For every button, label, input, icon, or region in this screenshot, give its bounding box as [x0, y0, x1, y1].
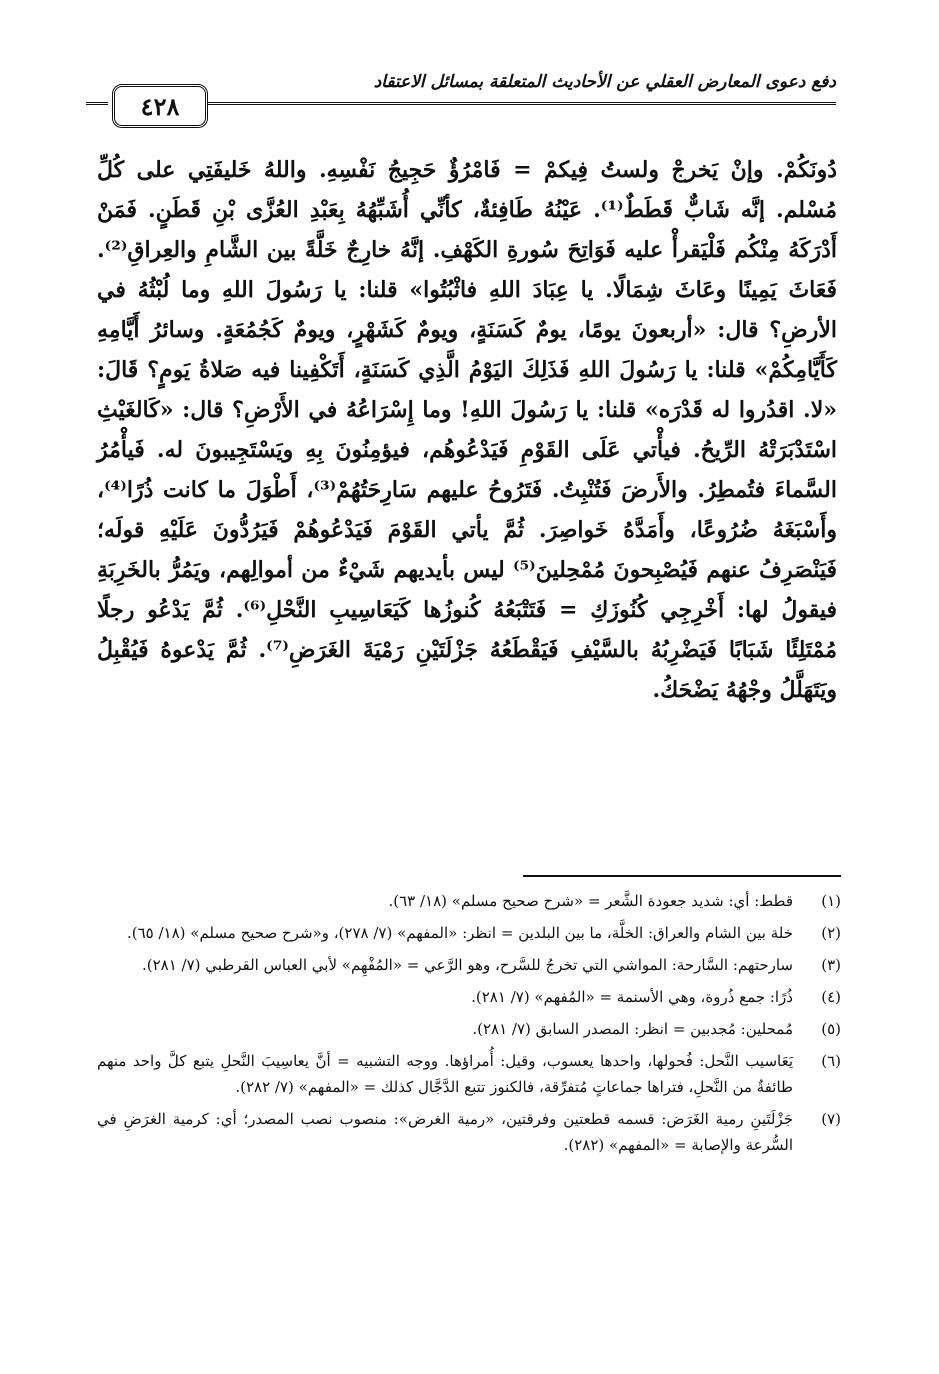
footnote-text: سارحتهم: السَّارحة: المواشي التي تخرجُ للسَّرح، وهو الرَّعي = «المُفْهِم» لأبي العباس القرطبي (٧/ ٢٨١). [141, 956, 793, 974]
header-rule-left [86, 102, 108, 105]
footnote-number: (٦) [821, 1052, 841, 1070]
footnote-separator [523, 875, 841, 877]
page-number-box [112, 84, 208, 128]
running-title: دفع دعوى المعارض العقلي عن الأحاديث المتعلقة بمسائل الاعتقاد [373, 72, 836, 92]
footnote [97, 920, 841, 946]
page-number: ٤٢٨ [140, 91, 180, 121]
main-text [97, 150, 837, 710]
main-paragraph: دُونَكُمْ. وإنْ يَخرجْ ولستُ فِيكمْ = فَامْرُؤٌ حَجِيجُ نَفْسِهِ. واللهُ خَليفَتِي على كُلِّ مُسْلم. إنَّه شَابٌّ قَطَطٌ⁽¹⁾. عَيْنُهُ طَافِئةٌ، كأنِّي أُشَبِّهُهُ بِعَبْدِ العُزَّى بْنِ قَطَنٍ. فَمَنْ أَدْرَكَهُ مِنْكُم فَلْيَقرأْ عليه فَوَاتِحَ سُورةِ الكَهْفِ. إنَّهُ خارِجٌ خَلَّةً بين الشَّامِ والعِراقِ⁽²⁾. فَعَاثَ يَمِينًا وعَاثَ شِمَالًا. يا عِبَادَ اللهِ فاثْبُتُوا» قلنا: يا رَسُولَ اللهِ وما لُبْثُهُ في الأرضِ؟ قال: «أربعونَ يومًا، يومٌ كَسَنَةٍ، ويومٌ كَشَهْرٍ، ويومٌ كَجُمُعَةٍ. وسائرُ أَيَّامِهِ كَأَيَّامِكُمْ» قلنا: يا رَسُولَ اللهِ فَذَلِكَ اليَوْمُ الَّذِي كَسَنَةٍ، أَتَكْفِينا فيه صَلاةُ يَومٍ؟ قَالَ: «لا. اقدُروا له قَدْرَه» قلنا: يا رَسُولَ اللهِ! وما إِسْرَاعُهُ في الأَرْضِ؟ قال: «كَالغَيْثِ اسْتَدْبَرَتْهُ الرِّيحُ. فيأْتي عَلَى القَوْمِ فَيَدْعُوهُم، فيؤمِنُونَ بِهِ ويَسْتَجِيبونَ له. فَيأْمُرُ السَّماءَ فتُمطِرُ. والأَرضَ فَتُنْبِتُ. فَتَرُوحُ عليهم سَارِحَتُهُمْ⁽³⁾، أَطْوَلَ ما كانت ذُرًا⁽⁴⁾، وأَسْبَغَهُ ضُرُوعًا، وأَمَدَّهُ خَواصِرَ. ثُمَّ يأتي القَوْمَ فَيَدْعُوهُمْ فَيَرُدُّونَ عَلَيْهِ قولَه؛ فَيَنْصَرِفُ عنهم فَيُصْبِحونَ مُمْحِلينَ⁽⁵⁾ ليس بأيديهم شَيْءٌ من أموالِهم، ويَمُرُّ بالخَرِبَةِ فيقولُ لها: أَخْرِجِي كُنُوزَكِ = فَتَتْبَعُهُ كُنوزُها كَيَعَاسِيبِ النَّحْلِ⁽⁶⁾. ثُمَّ يَدْعُو رجلًا مُمْتَلِئًا شَبَابًا فَيَضْرِبُهُ بالسَّيْفِ فَيَقْطَعُهُ جَزْلَتَيْنِ رَمْيَةَ الغَرَضِ⁽⁷⁾. ثُمَّ يَدْعوهُ فَيُقْبِلُ ويَتَهَلَّلُ وجْهُهُ يَضْحَكُ. [97, 157, 838, 703]
footnote-text: ذُرًا: جمع ذُروة، وهي الأسنمة = «المُفهم» (٧/ ٢٨١). [471, 988, 793, 1006]
footnote-text: قطط: أي: شديد جعودة الشَّعر = «شرح صحيح مسلم» (١٨/ ٦٣). [388, 892, 793, 910]
footnote [97, 888, 841, 914]
footnote-text: جَزْلَتَينِ رمية الغَرَض: قسمه قطعتين وفرقتين، «رمية الغرض»: منصوب نصب المصدر؛ أي: كرمية الغرَضِ في السُّرعة والإصابة = «المفهم» (٢٨٢). [97, 1110, 793, 1154]
footnote-text: يَعَاسيب النَّحل: فُحولها، واحدها يعسوب، وقيل: أُمراؤها. ووجه التشبيه = أنَّ يعاسِيبَ النَّحلِ يتبع كلَّ واحد منهم طائفةٌ من النَّحلِ، فتراها جماعاتٍ مُتفرِّقة، فالكنوز تتبع الدَّجَّال كذلك = «المفهم» (٧/ ٢٨٢). [97, 1052, 793, 1096]
footnote-text: مُمحلين: مُجدبين = انظر: المصدر السابق (٧/ ٢٨١). [472, 1020, 793, 1038]
footnote-number: (٥) [821, 1020, 841, 1038]
footnote-number: (٤) [821, 988, 841, 1006]
page-header [86, 66, 836, 128]
footnote [97, 1016, 841, 1042]
footnote [97, 984, 841, 1010]
footnote-number: (٢) [821, 924, 841, 942]
footnote-number: (٣) [821, 956, 841, 974]
footnote-number: (٧) [821, 1110, 841, 1128]
header-rule-right [208, 102, 836, 105]
footnote [97, 1106, 841, 1158]
footnote [97, 952, 841, 978]
footnotes [97, 888, 841, 1164]
footnote [97, 1048, 841, 1100]
footnote-number: (١) [821, 892, 841, 910]
footnote-text: خلة بين الشام والعراق: الخلَّة، ما بين البلدين = انظر: «المفهم» (٧/ ٢٧٨)، و«شرح صحيح مسلم» (١٨/ ٦٥). [126, 924, 793, 942]
